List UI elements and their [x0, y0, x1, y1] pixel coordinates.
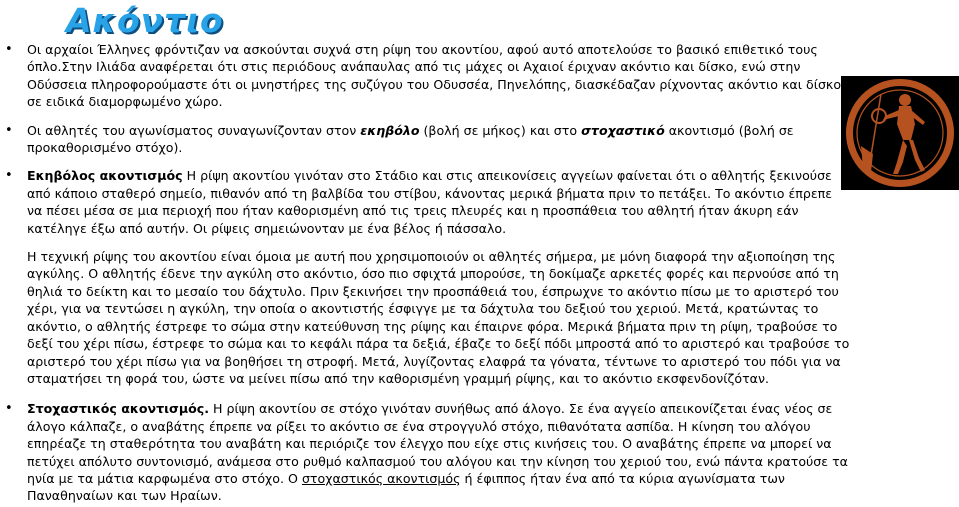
stochastikos-heading: Στοχαστικός ακοντισμός.	[27, 401, 210, 417]
red-figure-vase-javelin-thrower-icon	[841, 76, 959, 190]
events-middle: (βολή σε μήκος) και στο	[419, 122, 582, 138]
stochastikos-link[interactable]: στοχαστικός ακοντισμός	[301, 470, 461, 486]
ekivolos-text: Η ρίψη ακοντίου γινόταν στο Στάδιο και στις απεικονίσεις αγγείων φαίνεται ότι ο αθλητής ξεκινούσε από κάποιο σταθερό σημείο, πιθανόν από τη βαλβίδα του στίβου, κάνοντας μερικά βήματα πριν το πετάξει. Το ακόντιο έπρεπε να πέσει μέσα σε μια περιοχή που ήταν καθορισμένη από τις τρεις πλευρές και η προσπάθεια του αθλητή ήταν άκυρη εάν κατέληγε έξω από αυτήν. Οι ρίψεις σημειώνονταν με ένα βέλος ή πάσσαλο.	[27, 168, 833, 236]
stochastikos-text: Η ρίψη ακοντίου σε στόχο γινόταν συνήθως από άλογο. Σε ένα αγγείο απεικονίζεται ένας νέος σε άλογο κάλπαζε, ο αναβάτης έπρεπε να ρίξει το ακόντιο σε ένα στρογγυλό στόχο, πιθανότατα ασπίδα. Η κίνηση του αλόγου επηρέαζε τη σταθερότητα του αναβάτη και περιόριζε τον έλεγχο που είχε στις κινήσεις του. Ο αναβάτης έπρεπε να μπορεί να πετύχει απόλυτο συντονισμό, ανάμεσα στο ρυθμό καλπασμού του αλόγου και την κίνηση του χεριού του, ενώ πάντα κρατούσε τα ηνία με τα μάτια καρφωμένα στο στόχο. Ο	[27, 401, 848, 486]
term-stochastiko: στοχαστικό	[581, 122, 665, 138]
main-content	[0, 41, 850, 505]
stochastikos-paragraph	[0, 400, 850, 504]
term-ekivolo: εκηβόλο	[360, 122, 420, 138]
events-suffix: ακοντισμό (βολή σε προκαθορισμένο στόχο).	[27, 122, 794, 156]
events-paragraph	[0, 122, 850, 157]
stochastikos-text-end: ή έφιππος ήταν ένα από τα κύρια αγωνίσματα των Παναθηναίων και των Ηραίων.	[27, 470, 785, 504]
technique-paragraph: Η τεχνική ρίψης του ακοντίου είναι όμοια με αυτή που χρησιμοποιούν οι αθλητές σήμερα, με μόνη διαφορά την αξιοποίηση της αγκύλης. Ο αθλητής έδενε την αγκύλη στο ακόντιο, όσο πιο σφιχτά μπορούσε, τη δοκίμαζε αρκετές φορές και περνούσε από τη θηλιά το δείκτη και το μεσαίο του δάχτυλο. Πριν ξεκινήσει την προσπάθειά του, έσπρωχνε το ακόντιο πίσω με το αριστερό του χέρι, για να τεντώσει η αγκύλη, την οποία ο ακοντιστής έσφιγγε με τα δάχτυλα του δεξιού του χεριού. Μετά, κρατώντας το ακόντιο, ο αθλητής έστρεφε το σώμα στην κατεύθυνση της ρίψης και έπαιρνε φόρα. Μερικά βήματα πριν τη ρίψη, τραβούσε το δεξί του χέρι πίσω, έστρεφε το σώμα και το κεφάλι πάρα τα δεξιά, έβαζε το δεξί πόδι μπροστά από το αριστερό και τραβούσε το αριστερό του χέρι πίσω για να βοηθήσει τη στροφή. Μετά, λυγίζοντας ελαφρά τα γόνατα, τέντωνε το αριστερό του πόδι για να σταματήσει τη φορά του, ώστε να μείνει πίσω από την καθορισμένη γραμμή ρίψης, και το ακόντιο εκσφενδονίζόταν.	[27, 249, 850, 386]
page-title: Ακόντιο	[66, 1, 224, 40]
vase-image	[841, 76, 959, 190]
intro-paragraph: • Οι αρχαίοι Έλληνες φρόντιζαν να ασκούνται συχνά στη ρίψη του ακοντίου, αφού αυτό αποτελούσε το βασικό επιθετικό τους όπλο.Στην Ιλιάδα αναφέρεται ότι στις περιόδους ανάπαυλας από τις μάχες οι Αχαιοί έριχναν ακόντιο και δίσκο, ενώ στην Οδύσσεια πληροφορούμαστε ότι οι μνηστήρες της συζύγου του Οδυσσέα, Πηνελόπης, διασκέδαζαν ρίχνοντας ακόντιο και δίσκο σε ειδικά διαμορφωμένο χώρο.	[0, 41, 850, 111]
ekivolos-heading: Εκηβόλος ακοντισμός	[27, 168, 183, 184]
ekivolos-paragraph	[0, 167, 850, 237]
events-prefix: Οι αθλητές του αγωνίσματος συναγωνίζονταν στον	[27, 122, 361, 138]
